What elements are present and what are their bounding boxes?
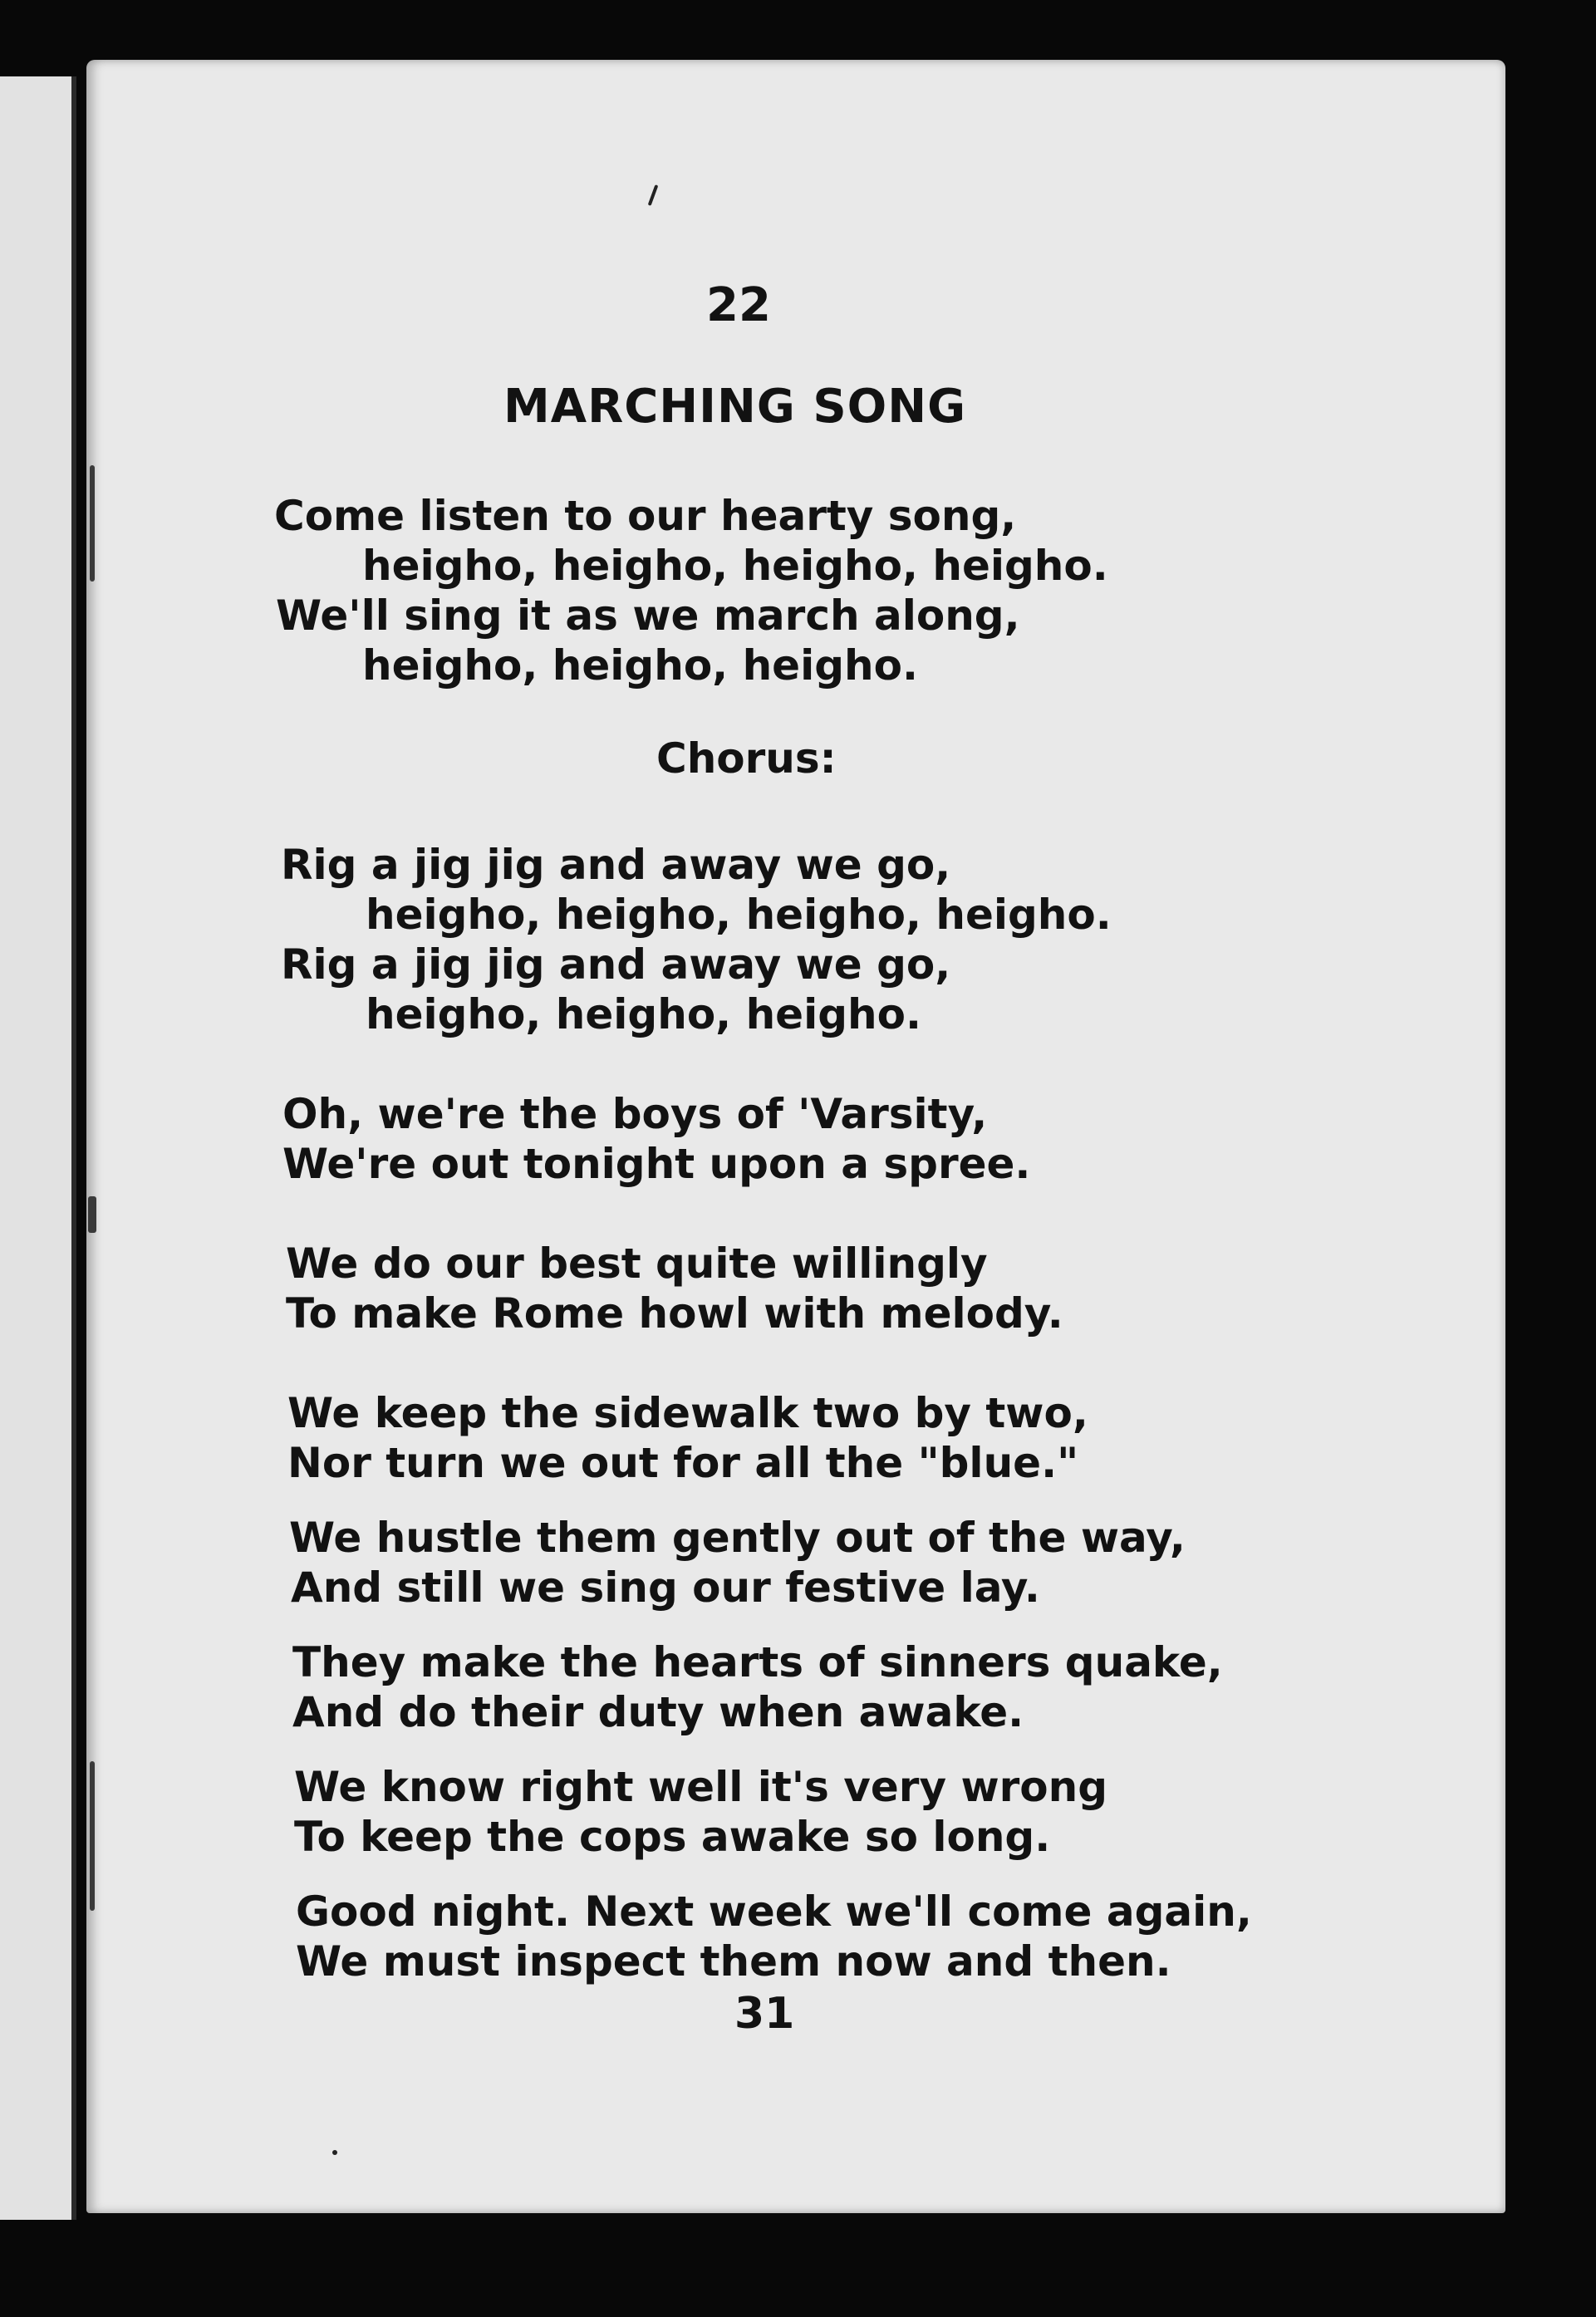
song-title: MARCHING SONG xyxy=(503,380,967,434)
verse-line: We hustle them gently out of the way, xyxy=(289,1514,1186,1562)
verse-line: We know right well it's very wrong xyxy=(294,1763,1108,1811)
verse-line: Nor turn we out for all the "blue." xyxy=(287,1439,1079,1487)
verse-line: heigho, heigho, heigho, heigho. xyxy=(362,542,1108,590)
verse-line: We keep the sidewalk two by two, xyxy=(287,1389,1088,1437)
verse-line: They make the hearts of sinners quake, xyxy=(292,1638,1223,1686)
verse-line: Come listen to our hearty song, xyxy=(274,492,1017,540)
binding-mark xyxy=(90,1761,95,1911)
chorus-line: heigho, heigho, heigho, heigho. xyxy=(366,891,1112,939)
verse-line: Oh, we're the boys of 'Varsity, xyxy=(282,1090,988,1138)
chorus-line: heigho, heigho, heigho. xyxy=(366,990,921,1038)
verse-line: We must inspect them now and then. xyxy=(296,1937,1171,1986)
page-number: 22 xyxy=(706,278,771,332)
verse-line: We do our best quite willingly xyxy=(286,1239,988,1288)
chorus-line: Rig a jig jig and away we go, xyxy=(281,841,951,889)
verse-line: And do their duty when awake. xyxy=(292,1688,1024,1736)
verse-line: heigho, heigho, heigho. xyxy=(362,641,918,690)
verse-line: To make Rome howl with melody. xyxy=(286,1289,1063,1338)
binding-mark xyxy=(90,465,95,582)
verse-line: To keep the cops awake so long. xyxy=(294,1813,1051,1861)
verse-line: And still we sing our festive lay. xyxy=(291,1563,1040,1612)
chorus-label: Chorus: xyxy=(656,734,837,783)
verse-line: We're out tonight upon a spree. xyxy=(282,1140,1031,1188)
facing-page-edge xyxy=(0,76,76,2220)
ink-speck xyxy=(332,2150,337,2155)
verse-line: Good night. Next week we'll come again, xyxy=(296,1887,1252,1936)
verse-line: We'll sing it as we march along, xyxy=(276,592,1020,640)
binding-mark xyxy=(88,1196,96,1233)
footer-page-number: 31 xyxy=(734,1989,795,2039)
chorus-line: Rig a jig jig and away we go, xyxy=(281,940,951,989)
